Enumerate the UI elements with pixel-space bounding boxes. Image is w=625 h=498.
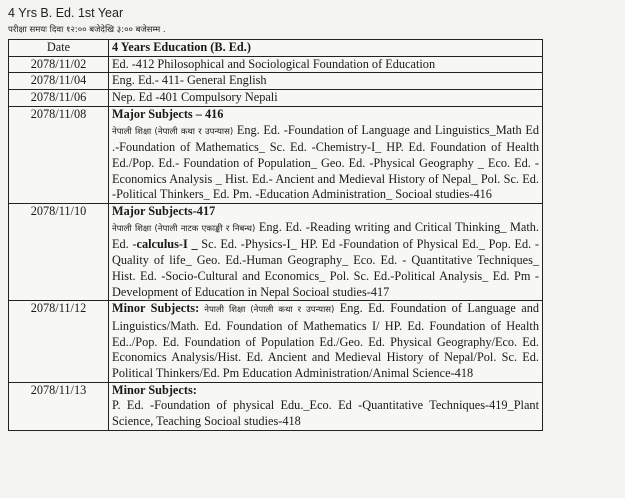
row-subject <box>109 301 543 383</box>
row-subject: Nep. Ed -401 Compulsory Nepali <box>109 90 543 107</box>
row-date: 2078/11/08 <box>9 106 109 203</box>
column-header-subject: 4 Years Education (B. Ed.) <box>109 40 543 57</box>
row-subject <box>109 382 543 430</box>
nepali-subject: नेपाली शिक्षा (नेपाली कथा र उपन्यास) <box>112 126 234 137</box>
exam-schedule-table <box>8 39 543 431</box>
row-date: 2078/11/13 <box>9 382 109 430</box>
row-heading: Minor Subjects: <box>112 301 200 316</box>
page-title: 4 Yrs B. Ed. 1st Year <box>8 6 124 20</box>
nepali-subject: नेपाली शिक्षा (नेपाली कथा र उपन्यास) <box>199 305 335 316</box>
row-date: 2078/11/04 <box>9 73 109 90</box>
row-subject-bold: calculus-I _ <box>136 237 198 252</box>
table-row <box>9 90 543 107</box>
row-subject <box>109 106 543 203</box>
table-header-row <box>9 40 543 57</box>
row-subject: Eng. Ed.- 411- General English <box>109 73 543 90</box>
column-header-date: Date <box>9 40 109 57</box>
table-row <box>9 56 543 73</box>
nepali-subject: नेपाली शिक्षा (नेपाली नाटक एकाङ्की र निबन्ध) <box>112 223 256 234</box>
table-row <box>9 106 543 203</box>
row-subject: Ed. -412 Philosophical and Sociological Foundation of Education <box>109 56 543 73</box>
row-subject <box>109 204 543 301</box>
row-date: 2078/11/06 <box>9 90 109 107</box>
row-subject-text: Eng. Ed. -Reading writing and Critical Thinking_ Math. Ed. - <box>112 219 540 252</box>
row-date: 2078/11/10 <box>9 204 109 301</box>
row-date: 2078/11/02 <box>9 56 109 73</box>
table-row <box>9 204 543 301</box>
row-subject-text: Sc. Ed. -Physics-I_ HP. Ed -Foundation of Physical Ed._ Pop. Ed. -Quality of life_ Geo. Ed.-Human Geography_ Eco. Ed. - Quantitative Techniques_ Hist. Ed. -Socio-Cultural and Economics_ Pol. Sc. Ed.-Political Analysis_ Ed. Pm -Development of Education in Nepal Socioal studies-417 <box>112 237 539 299</box>
exam-time: परीक्षा समयः दिवा १२:०० बजेदेखि ३:०० बजेसम्म . <box>8 25 166 35</box>
row-subject-text: P. Ed. -Foundation of physical Edu._Eco. Ed -Quantitative Techniques-419_Plant Science, Teaching Socioal studies-418 <box>112 398 539 429</box>
row-heading: Major Subjects-417 <box>112 204 216 219</box>
row-heading: Minor Subjects: <box>112 382 197 397</box>
row-subject-text: Eng. Ed. Foundation of Language and Linguistics/Math. Ed. Foundation of Mathematics I/ HP. Ed. Foundation of Health Ed../Pop. Ed. Foundation of Population Ed./Geo. Ed. Physical Geography/Eco. Ed. Economics Analysis/Hist. Ed. Ancient and Medieval History of Nepal/Pol. Sc. Ed. Political Thinkers/Ed. Pm Education Administration/Animal Science-418 <box>112 301 540 381</box>
row-subject-text: Eng. Ed. -Foundation of Language and Linguistics_Math Ed .-Foundation of Mathematics_ Sc. Ed. -Chemistry-I_ HP. Ed. Foundation of Health Ed./Pop. Ed.- Foundation of Population_ Geo. Ed. -Physical Geography _ Eco. Ed. -Economics Analysis _ Hist. Ed.- Ancient and Medieval History of Nepal_ Pol. Sc. Ed. -Political Thinkers_ Ed. Pm. -Education Administration_ Socioal studies-416 <box>112 122 539 202</box>
table-row <box>9 382 543 430</box>
table-row <box>9 301 543 383</box>
table-row <box>9 73 543 90</box>
row-date: 2078/11/12 <box>9 301 109 383</box>
row-heading: Major Subjects – 416 <box>112 106 224 121</box>
